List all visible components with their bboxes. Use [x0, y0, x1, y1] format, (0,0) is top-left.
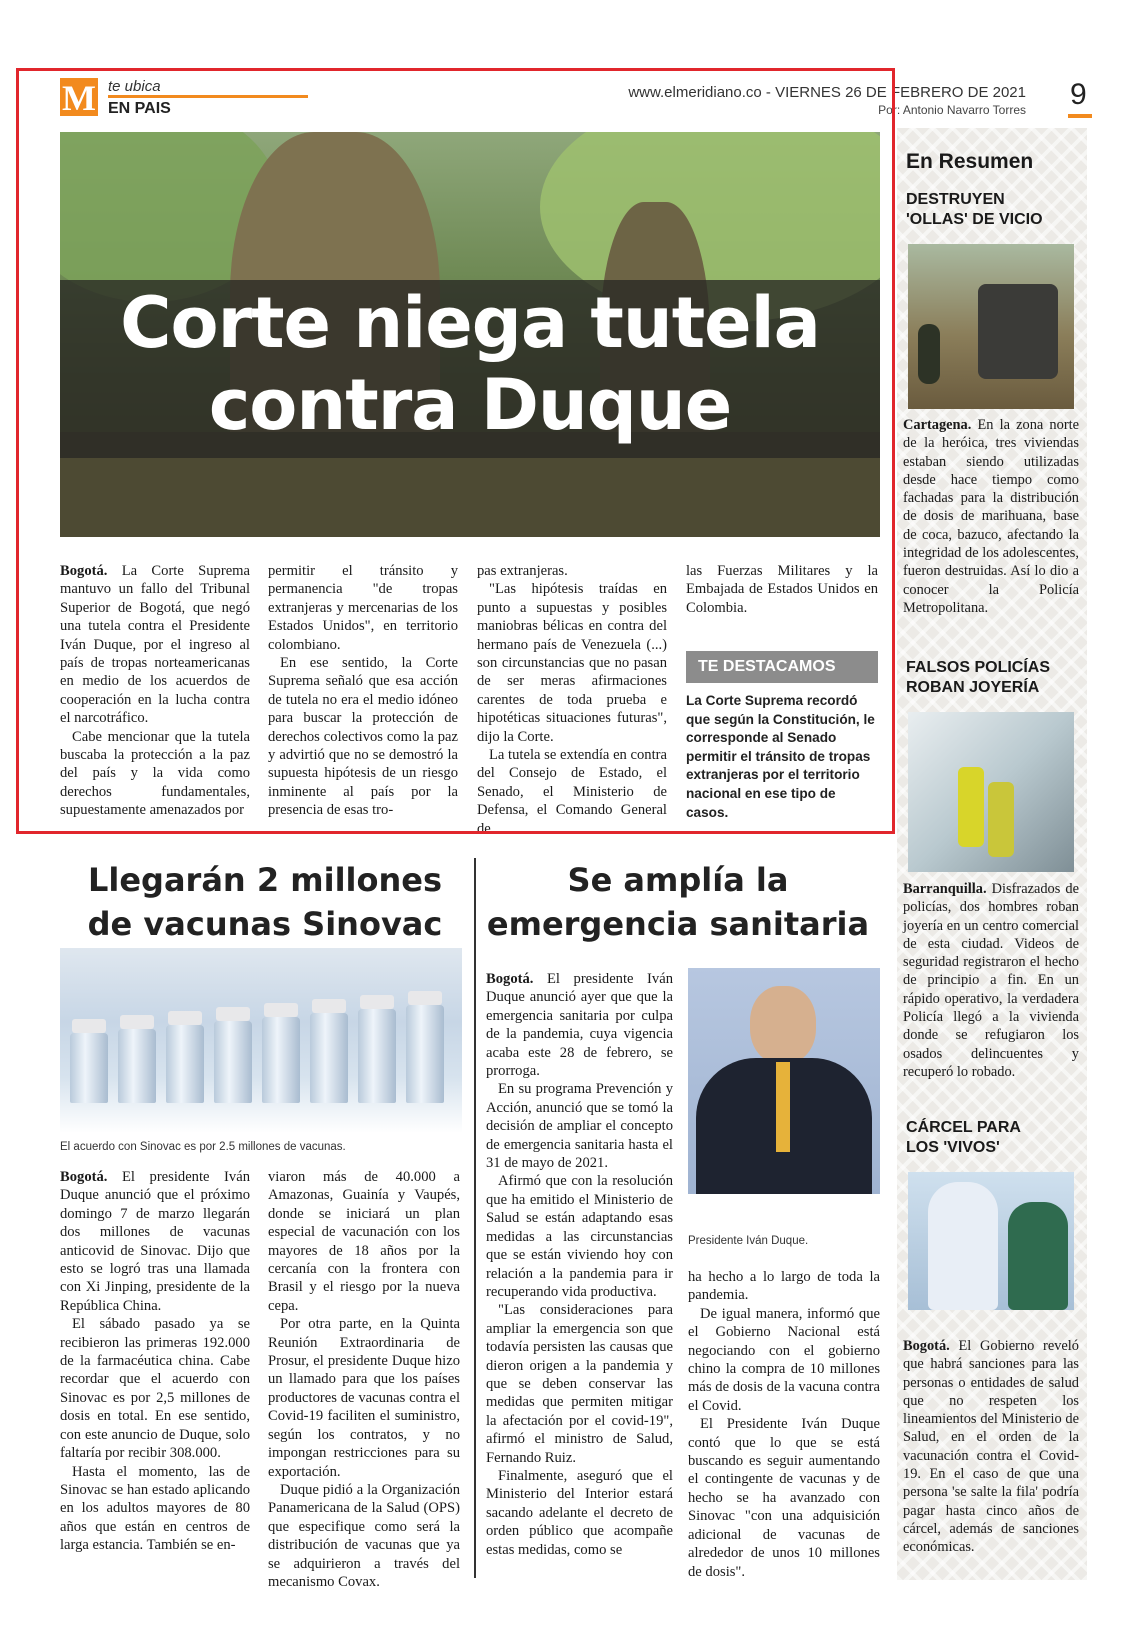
- paragraph: El presidente Iván Duque anunció ayer que que la emergencia sanitaria por culpa de la pandemia, cuya vigencia acaba este 28 de febrero, se prorroga.: [486, 971, 673, 1080]
- sidebar-item-2-text: [903, 880, 1079, 1081]
- sidebar-item-3-headline: [906, 1118, 1021, 1158]
- headline-line: FALSOS POLICÍAS: [906, 659, 1051, 676]
- vial-shape: [310, 1013, 348, 1103]
- paragraph: En su programa Prevención y Acción, anunció que se tomó la decisión de ampliar el concepto de emergencia sanitaria hasta el 31 de mayo de 2021.: [486, 1081, 673, 1172]
- section-label: EN PAIS: [108, 100, 171, 117]
- emergencia-col-1: [486, 970, 673, 1559]
- photo-caption: Presidente Iván Duque.: [688, 1235, 809, 1247]
- logo-tagline: te ubica: [108, 78, 161, 95]
- byline: Por: Antonio Navarro Torres: [878, 103, 1026, 117]
- paragraph: La tutela se extendía en contra del Consejo de Estado, el Senado, el Ministerio de Defensa, el Comando General de: [477, 747, 667, 837]
- vial-shape: [214, 1021, 252, 1103]
- vial-shape: [262, 1017, 300, 1103]
- sidebar-title: En Resumen: [906, 150, 1034, 173]
- sidebar-item-2-headline: [906, 658, 1050, 698]
- newspaper-logo: M: [60, 78, 98, 116]
- dateline: Bogotá.: [60, 563, 108, 579]
- paragraph: El Gobierno reveló que habrá sanciones para las personas o entidades de salud que no respeten los lineamientos del Ministerio de Salud, en el orden de la vacunación contra el Covid-19. En el caso de que una persona 'se salte la fila' podría pagar hasta cinco años de cárcel, además de sanciones económicas.: [903, 1338, 1079, 1556]
- headline-line: Se amplía la: [567, 861, 789, 899]
- paragraph: De igual manera, informó que el Gobierno Nacional está negociando con el gobierno chino la compra de 10 millones más de dosis de la vacuna contra el Covid.: [688, 1305, 880, 1414]
- jewelry-store-photo: [908, 712, 1074, 872]
- emergencia-col-2: [688, 1268, 880, 1581]
- headline-line: emergencia sanitaria: [486, 905, 870, 943]
- dateline: Barranquilla.: [903, 881, 987, 897]
- paragraph: "Las hipótesis traídas en punto a supuestas y posibles maniobras bélicas en contra del hermano país de Venezuela (...) son circunstancias que no pasan de ser meras afirmaciones carentes de toda prueba e hipotéticas situaciones futuras", dijo la Corte.: [477, 581, 667, 745]
- emergencia-headline: [478, 858, 878, 946]
- sidebar-item-3-text: [903, 1337, 1079, 1557]
- paragraph: Cabe mencionar que la tutela buscaba la protección a la paz del país y la vida como derechos fundamentales, supuestamente amenazados por: [60, 728, 250, 819]
- paragraph: El sábado pasado ya se recibieron las primeras 192.000 de la farmacéutica china. Cabe recordar que el acuerdo con Sinovac es por 2,5 millones de dosis en total. En ese sentido, con este anuncio de Duque, solo faltaría por recibir 308.000.: [60, 1316, 250, 1462]
- paragraph: permitir el tránsito y permanencia "de tropas extranjeras y mercenarias de los Estados Unidos", en territorio colombiano.: [268, 563, 458, 653]
- headline-line: de vacunas Sinovac: [87, 905, 443, 943]
- main-headline-line: Corte niega tutela: [120, 282, 820, 364]
- police-figure-shape: [988, 782, 1014, 857]
- site-date: www.elmeridiano.co - VIERNES 26 DE FEBRERO DE 2021: [628, 84, 1026, 101]
- page-number: 9: [1070, 78, 1087, 111]
- page-number-underline: [1068, 114, 1092, 118]
- paragraph: Duque pidió a la Organización Panamericana de la Salud (OPS) que especifique como será la distribución de vacunas que ya se adquirieron a través del mecanismo Covax.: [268, 1481, 460, 1590]
- paragraph: La Corte Suprema mantuvo un fallo del Tribunal Superior de Bogotá, que negó una tutela contra el Presidente Iván Duque, por el ingreso al país de tropas norteamericanas en medio de los acuerdos de cooperación en la lucha contra el narcotráfico.: [60, 563, 250, 727]
- main-headline-line: contra Duque: [208, 364, 732, 446]
- nurse-shape: [928, 1182, 998, 1310]
- dateline: Bogotá.: [60, 1169, 108, 1185]
- bulldozer-shape: [978, 284, 1058, 379]
- paragraph: Finalmente, aseguró que el Ministerio del Interior estará sacando adelante el decreto de orden público que acompañe estas medidas, como se: [486, 1467, 673, 1558]
- bulldozer-photo: [908, 244, 1074, 409]
- tie-shape: [776, 1062, 790, 1152]
- vacunas-col-1: [60, 1168, 250, 1555]
- paragraph: En ese sentido, la Corte Suprema señaló que esa acción de tutela no era el medio idóneo para buscar la protección de derechos colectivos como la paz y advirtió que no se demostró la supuesta hipótesis de un riesgo inminente al país por la presencia de esas tro-: [268, 655, 458, 819]
- paragraph: El Presidente Iván Duque contó que lo que se está buscando es seguir aumentando el contingente de vacunas y de hecho se ha avanzado con Sinovac "con una adquisición adicional de vacunas de alrededor de unos 10 millones de dosis".: [688, 1416, 880, 1580]
- paragraph: las Fuerzas Militares y la Embajada de Estados Unidos en Colombia.: [686, 563, 878, 616]
- headline-line: CÁRCEL PARA: [906, 1119, 1021, 1136]
- te-destacamos-label: TE DESTACAMOS: [686, 651, 878, 683]
- paragraph: El presidente Iván Duque anunció que el próximo domingo 7 de marzo llegarán dos millones de vacunas anticovid de Sinovac. Dijo que esto se logró tras una llamada con Xi Jinping, presidente de la República China.: [60, 1169, 250, 1314]
- sidebar-item-1-text: [903, 416, 1079, 617]
- column-divider: [474, 858, 476, 1578]
- police-figure-shape: [958, 767, 984, 847]
- vial-shape: [118, 1029, 156, 1103]
- vaccine-vials-photo: [60, 948, 462, 1133]
- face-shape: [750, 986, 816, 1064]
- paragraph: Hasta el momento, las de Sinovac se han estado aplicando en los adultos mayores de 80 años que están en centros de larga estancia. También se en-: [60, 1463, 250, 1554]
- vacunas-headline: [60, 858, 470, 946]
- vial-shape: [70, 1033, 108, 1103]
- headline-line: LOS 'VIVOS': [906, 1139, 1000, 1156]
- te-destacamos-text: La Corte Suprema recordó que según la Constitución, le corresponde al Senado permitir el tránsito de tropas extranjeras por el territorio nacional en ese tipo de casos.: [686, 693, 875, 820]
- dateline: Bogotá.: [903, 1338, 950, 1354]
- paragraph: Por otra parte, en la Quinta Reunión Extraordinaria de Prosur, el presidente Duque hizo un llamado para que los países productores de vacunas contra el Covid-19 faciliten el suministro, según los contratos, y no impongan restricciones para su exportación.: [268, 1316, 460, 1480]
- headline-line: DESTRUYEN: [906, 191, 1005, 208]
- vial-shape: [406, 1005, 444, 1103]
- vial-shape: [166, 1025, 204, 1103]
- photo-caption: El acuerdo con Sinovac es por 2.5 millones de vacunas.: [60, 1141, 346, 1153]
- patient-shape: [1008, 1202, 1068, 1310]
- paragraph: Afirmó que con la resolución que ha emitido el Ministerio de Salud se están adaptando esas medidas a las circunstancias que se están viviendo hoy con relación a la pandemia para ir recuperando vida productiva.: [486, 1173, 673, 1300]
- paragraph: ha hecho a lo largo de toda la pandemia.: [688, 1269, 880, 1304]
- sidebar-item-1-headline: [906, 190, 1043, 230]
- headline-line: Llegarán 2 millones: [87, 861, 443, 899]
- headline-line: ROBAN JOYERÍA: [906, 679, 1040, 696]
- officer-shape: [918, 324, 940, 384]
- paragraph: viaron más de 40.000 a Amazonas, Guainía y Vaupés, donde se iniciará un plan especial de vacunación con los mayores de 18 años por la cercanía con la frontera con Brasil y el riesgo por la nueva cepa.: [268, 1169, 460, 1314]
- vial-shape: [358, 1009, 396, 1103]
- paragraph: "Las consideraciones para ampliar la emergencia son que todavía persisten las causas que dieron origen a la pandemia y que se deben conservar las medidas que permiten mitigar la afectación por el covid-19", afirmó el ministro de Salud, Fernando Ruiz.: [486, 1302, 673, 1466]
- paragraph: pas extranjeras.: [477, 563, 568, 579]
- dateline: Bogotá.: [486, 971, 534, 987]
- paragraph: Disfrazados de policías, dos hombres roban joyería en un centro comercial de esta ciudad. Videos de seguridad registraron el hecho de principio a fin. En un rápido operativo, la verdadera Policía llegó a la vivienda donde se refugiaron los osados delincuentes y recuperó lo robado.: [903, 881, 1079, 1080]
- dateline: Cartagena.: [903, 417, 972, 433]
- vacunas-col-2: [268, 1168, 460, 1591]
- vaccination-photo: [908, 1172, 1074, 1310]
- paragraph: En la zona norte de la heróica, tres viviendas estaban siendo utilizadas desde hace tiempo como fachadas para la distribución de dosis de marihuana, base de coca, bazuco, afectando la integridad de los adolescentes, fueron destruidas. Así lo dio a conocer la Policía Metropolitana.: [903, 417, 1079, 616]
- president-duque-photo: [688, 968, 880, 1194]
- headline-line: 'OLLAS' DE VICIO: [906, 211, 1043, 228]
- highlight-frame: [16, 68, 895, 834]
